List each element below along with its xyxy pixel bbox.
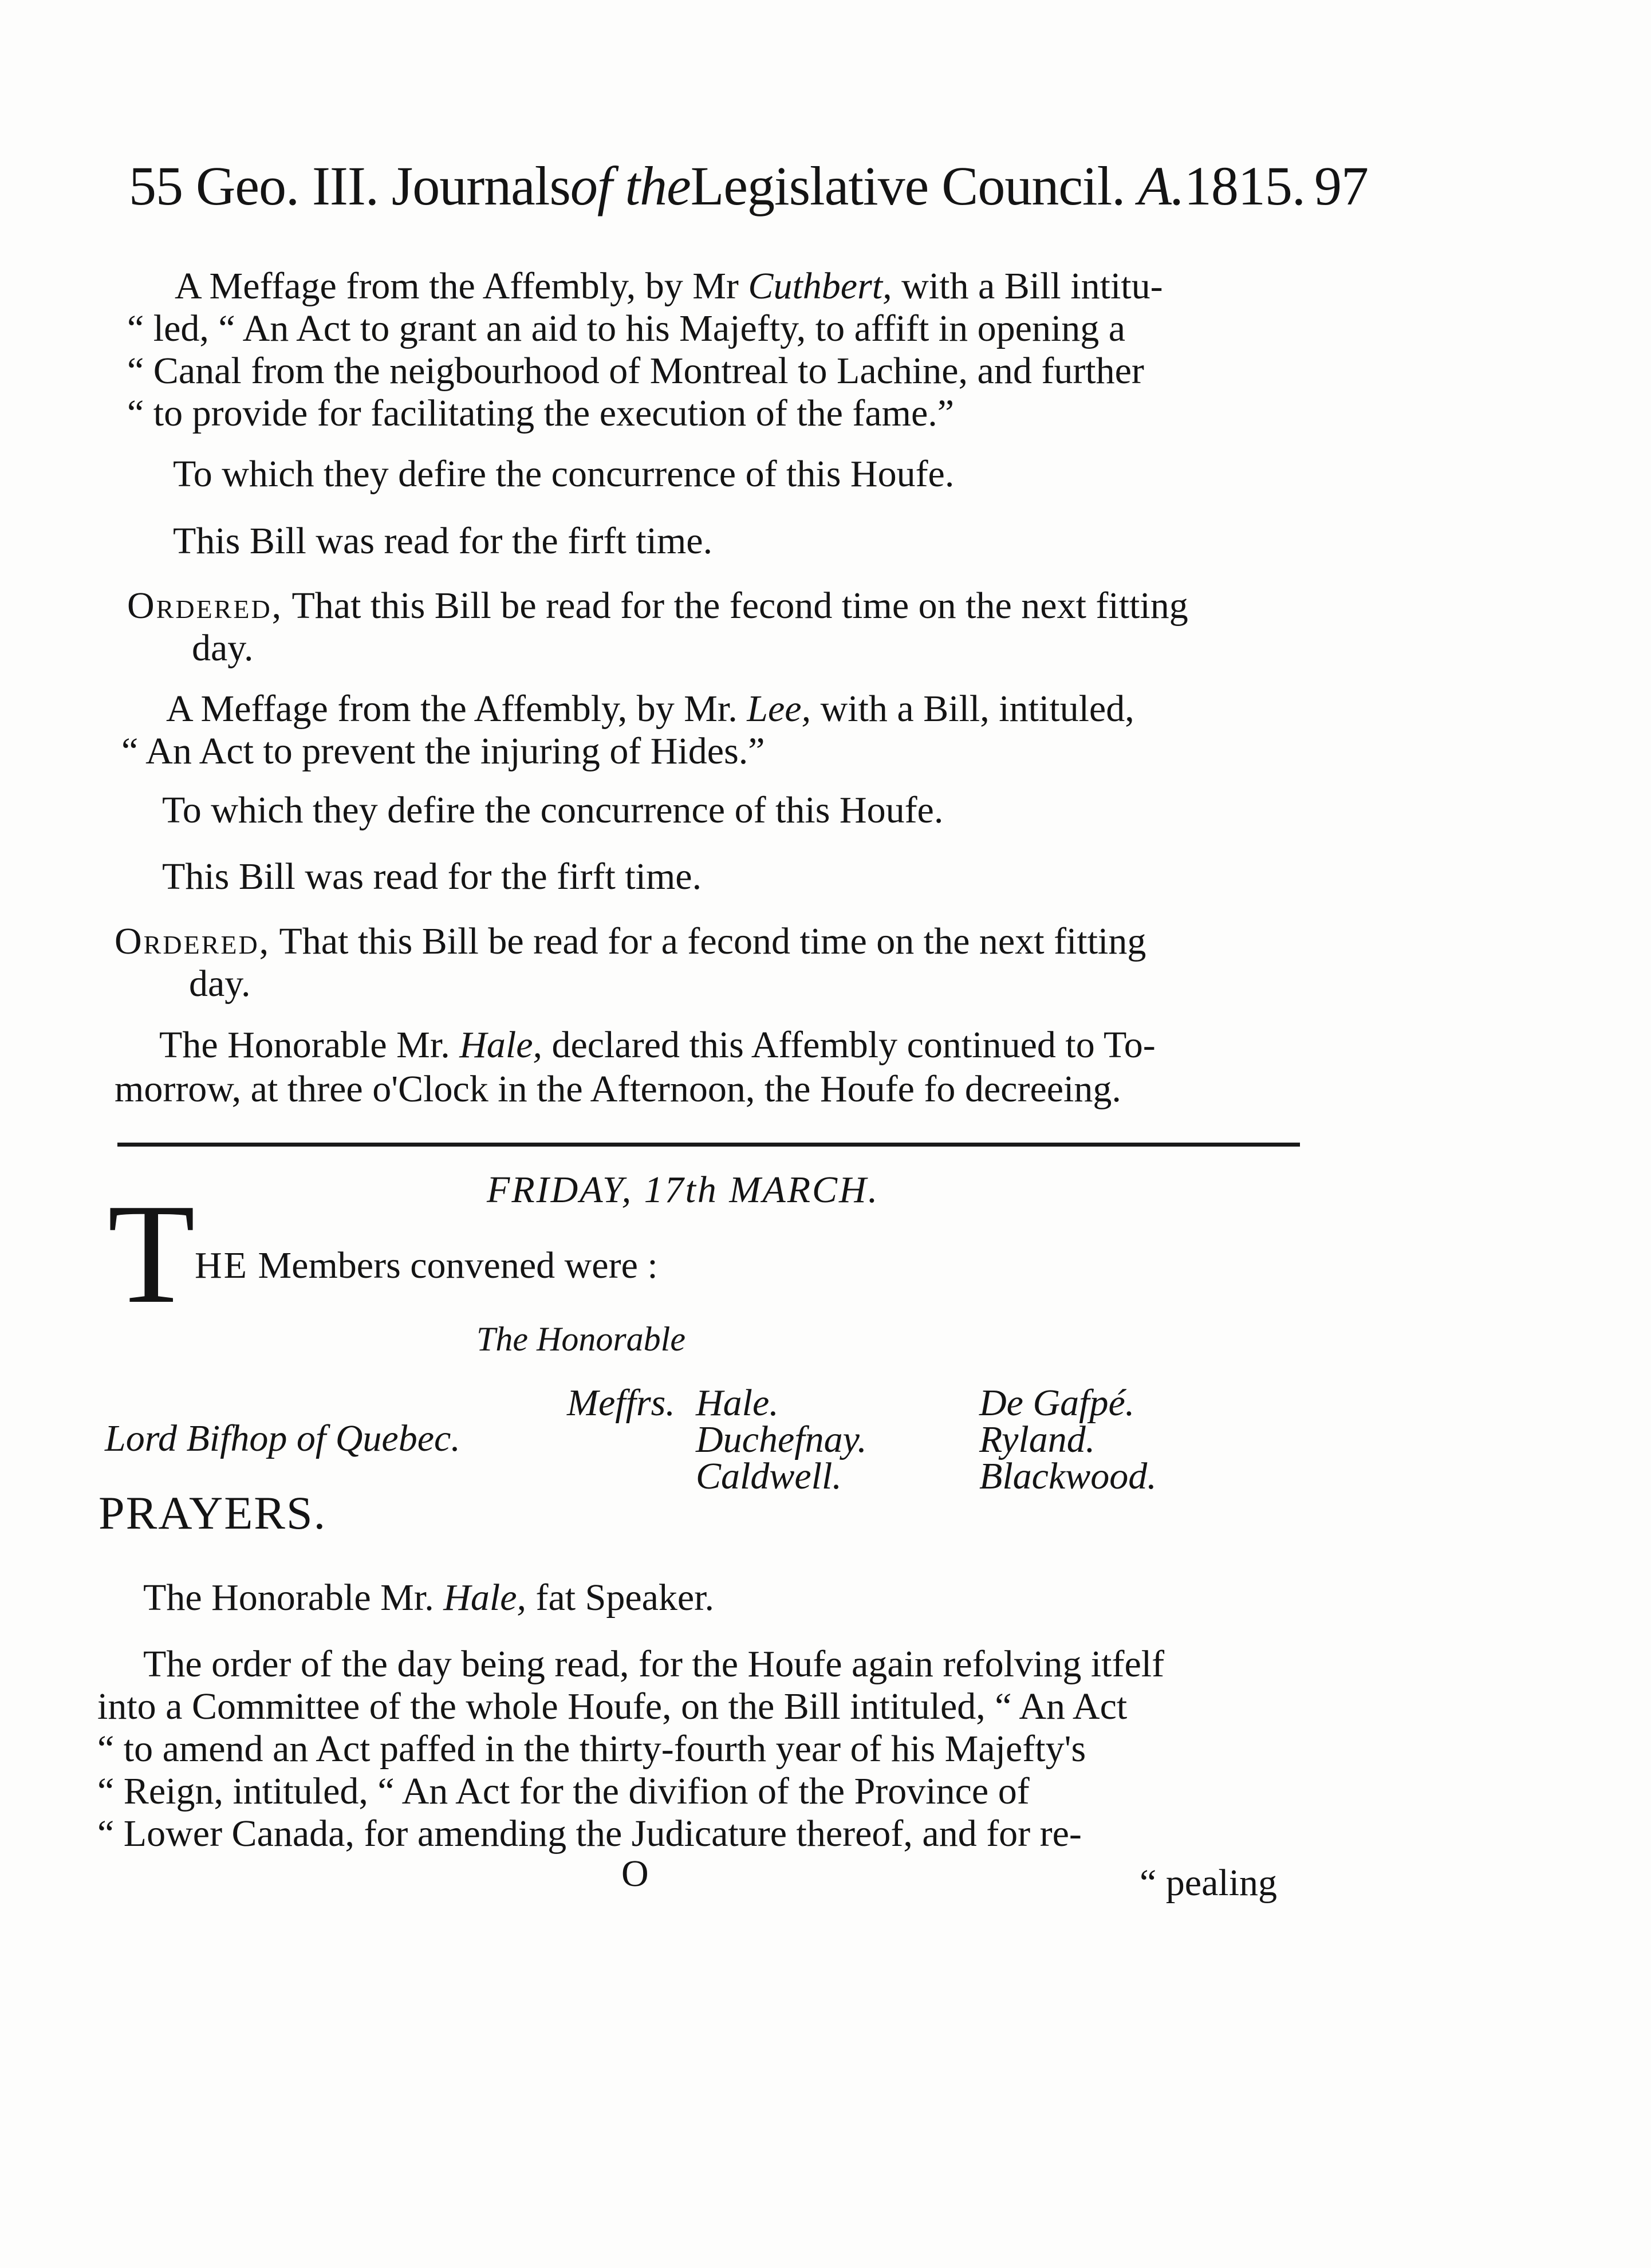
msg2-line1 [166,687,1134,731]
order-day-line2: into a Committee of the whole Houfe, on the Bill intituled, “ An Act [97,1686,1128,1727]
section-rule [117,1143,1300,1147]
header-year-label: A. [1138,155,1184,216]
speaker-name-hale: Hale, [443,1577,526,1619]
header-year: 1815. [1184,155,1305,216]
concurrence-2: To which they defire the concurrence of this Houfe. [162,789,944,831]
page-number: 97 [1314,155,1368,216]
member-col1-0: Hale. [696,1382,779,1424]
ordered-1-caps: Ordered, [127,585,283,627]
member-col1-1: Duchefnay. [696,1419,867,1460]
signature-mark: O [621,1853,649,1895]
members-rest: Members convened were : [258,1245,658,1286]
members-caps-he: HE [195,1245,249,1286]
msg1-line1-b: with a Bill intitu- [901,265,1163,307]
msg1-line1-a: A Meffage from the Affembly, by Mr [175,265,739,307]
adjourn-line2: morrow, at three o'Clock in the Afternoon, the Houfe fo decreeing. [115,1068,1121,1110]
adjourn-name-hale: Hale, [459,1024,542,1066]
ordered-2-line1 [115,920,1146,963]
ordered-1-line1 [127,584,1188,628]
msg1-line1 [175,265,1163,308]
ordered-1-text: That this Bill be read for the fecond time on the next fitting [291,585,1188,627]
first-reading-1: This Bill was read for the firft time. [173,520,713,562]
date-heading: FRIDAY, 17th MARCH. [487,1169,880,1211]
adjourn-line1-b: declared this Affembly continued to To- [551,1024,1156,1066]
lord-bishop: Lord Bifhop of Quebec. [105,1418,460,1459]
prayers-heading: PRAYERS. [98,1487,327,1539]
catchword: “ pealing [1140,1862,1278,1904]
ordered-2-text: That this Bill be read for a fecond time on the next fitting [279,920,1146,962]
drop-cap-t: T [108,1175,195,1333]
member-col2-1: Ryland. [979,1419,1096,1460]
msg1-line4: “ to provide for facilitating the execution of the fame.” [127,392,955,434]
messrs-label: Meffrs. [567,1382,675,1424]
order-day-line3: “ to amend an Act paffed in the thirty-fourth year of his Majefty's [97,1728,1086,1770]
msg1-line2: “ led, “ An Act to grant an aid to his Majefty, to affift in opening a [127,308,1126,349]
member-col2-0: De Gafpé. [979,1382,1135,1424]
the-honorable: The Honorable [476,1320,685,1358]
header-title-journals: Journals [391,155,570,216]
ordered-2-line2: day. [189,963,251,1005]
msg2-line1-b: with a Bill, intituled, [820,688,1134,730]
msg2-line1-a: A Meffage from the Affembly, by Mr. [166,688,738,730]
order-day-line1: The order of the day being read, for the Houfe again refolving itfelf [143,1643,1165,1685]
first-reading-2: This Bill was read for the firft time. [162,856,702,897]
ordered-2-caps: Ordered, [115,920,271,962]
header-title-council: Legislative Council. [690,155,1125,216]
msg2-name-lee: Lee, [747,688,811,730]
adjourn-line1 [159,1023,1156,1067]
msg2-line2: “ An Act to prevent the injuring of Hides.” [121,730,765,772]
header-regnal: 55 Geo. III. [129,155,379,216]
msg1-name-cuthbert: Cuthbert, [748,265,892,307]
header-title-ofthe: of the [570,155,691,216]
adjourn-line1-a: The Honorable Mr. [159,1024,450,1066]
ordered-1-line2: day. [192,627,254,669]
member-col2-2: Blackwood. [979,1455,1157,1497]
member-col1-2: Caldwell. [696,1455,842,1497]
speaker-text-b: fat Speaker. [535,1577,715,1619]
members-convened [195,1244,658,1287]
concurrence-1: To which they defire the concurrence of this Houfe. [173,453,955,495]
msg1-line3: “ Canal from the neigbourhood of Montreal to Lachine, and further [127,350,1144,392]
speaker-text-a: The Honorable Mr. [143,1577,434,1619]
speaker-line [143,1576,714,1620]
order-day-line4: “ Reign, intituled, “ An Act for the divifion of the Province of [97,1770,1030,1812]
order-day-line5: “ Lower Canada, for amending the Judicature thereof, and for re- [97,1813,1082,1854]
page-header [129,155,1368,218]
